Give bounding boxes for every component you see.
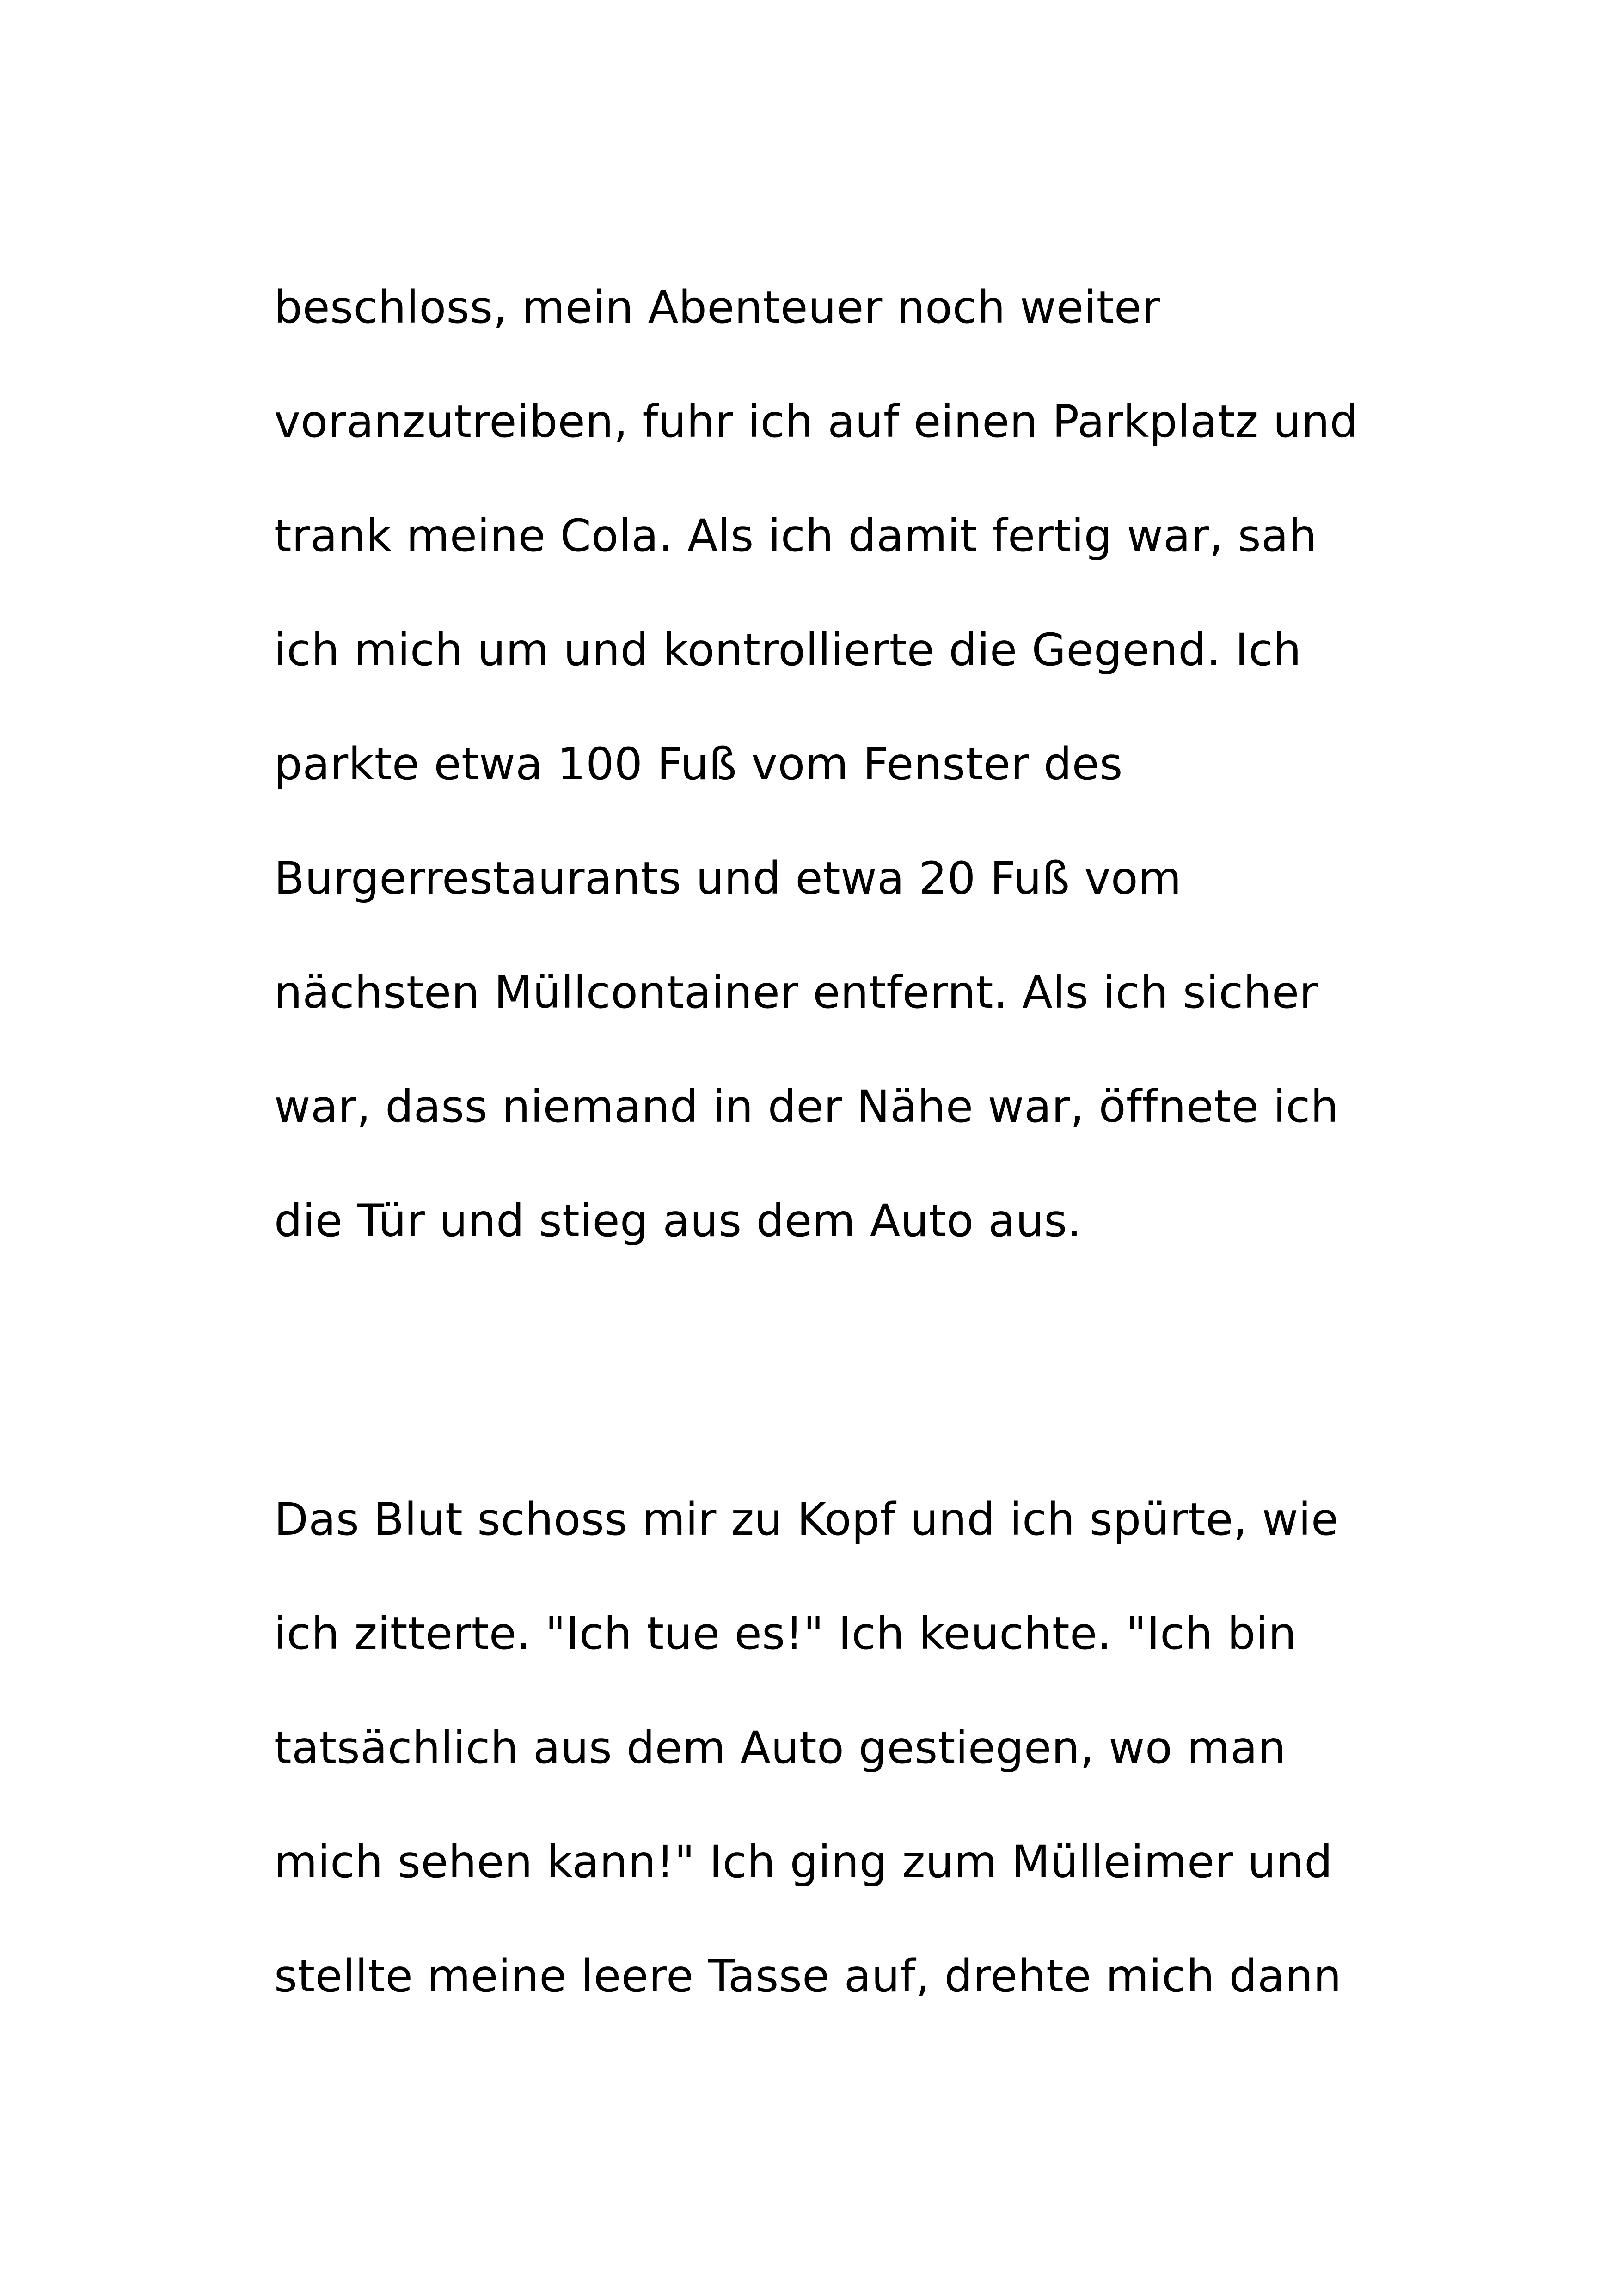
paragraph-2-line-3: tatsächlich aus dem Auto gestiegen, wo man: [274, 1722, 1286, 1774]
paragraph-2-line-2: ich zitterte. "Ich tue es!" Ich keuchte. "Ich bin: [274, 1608, 1297, 1659]
paragraph-1-line-3: trank meine Cola. Als ich damit fertig war, sah: [274, 510, 1317, 562]
paragraph-1-line-5: parkte etwa 100 Fuß vom Fenster des: [274, 738, 1123, 790]
paragraph-1-line-4: ich mich um und kontrollierte die Gegend. Ich: [274, 624, 1302, 676]
paragraph-1-line-6: Burgerrestaurants und etwa 20 Fuß vom: [274, 852, 1182, 904]
paragraph-1-line-2: voranzutreiben, fuhr ich auf einen Parkplatz und: [274, 396, 1358, 447]
paragraph-2-line-4: mich sehen kann!" Ich ging zum Mülleimer und: [274, 1836, 1333, 1888]
paragraph-1-line-8: war, dass niemand in der Nähe war, öffnete ich: [274, 1081, 1339, 1133]
paragraph-1-line-9: die Tür und stieg aus dem Auto aus.: [274, 1195, 1082, 1247]
paragraph-2-line-5: stellte meine leere Tasse auf, drehte mich dann: [274, 1950, 1342, 2002]
paragraph-1-line-7: nächsten Müllcontainer entfernt. Als ich sicher: [274, 967, 1318, 1018]
paragraph-2-line-1: Das Blut schoss mir zu Kopf und ich spürte, wie: [274, 1494, 1339, 1545]
paragraph-1-line-1: beschloss, mein Abenteuer noch weiter: [274, 282, 1160, 333]
